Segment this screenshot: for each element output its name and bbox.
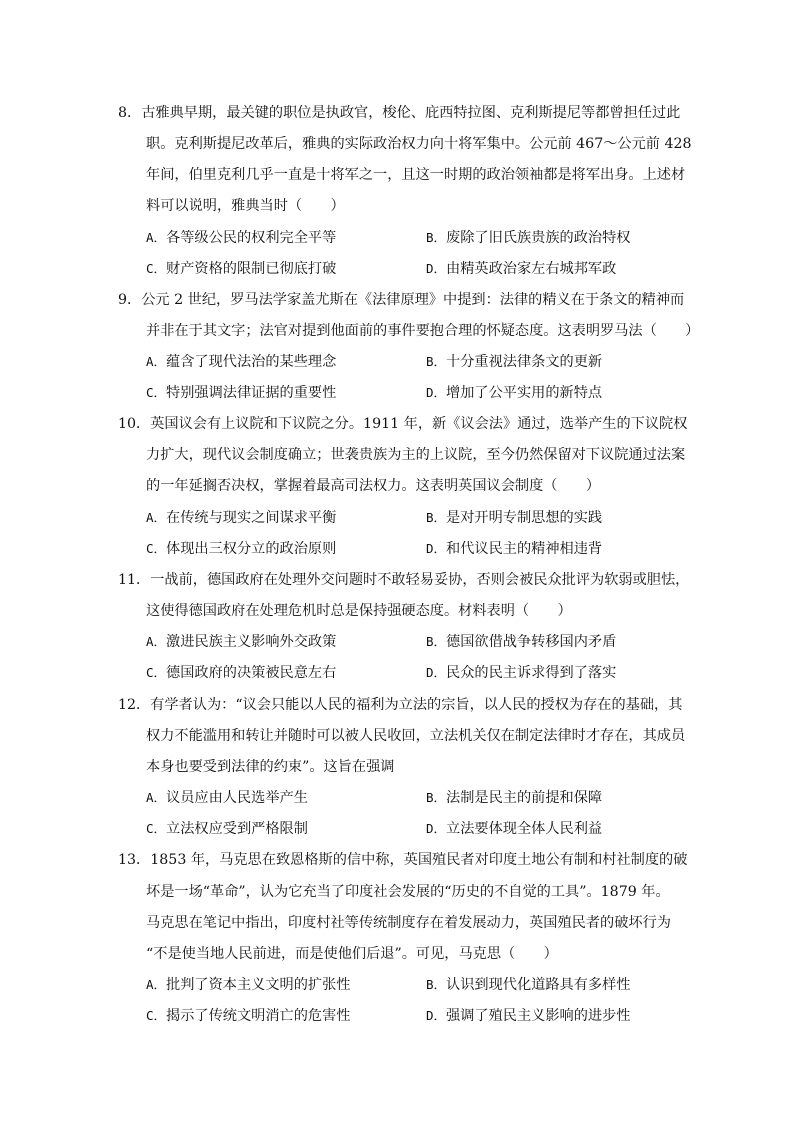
option-letter: C． [146, 385, 167, 400]
question-8-line-2: 职。克利斯提尼改革后，雅典的实际政治权力向十将军集中。公元前 467～公元前 428 [146, 136, 692, 152]
question-11-option-d[interactable] [426, 663, 616, 683]
option-text: 激进民族主义影响外交政策 [166, 634, 337, 650]
question-9-option-b[interactable] [426, 352, 602, 372]
option-text: 民众的民主诉求得到了落实 [446, 665, 617, 681]
option-text: 议员应由人民选举产生 [166, 790, 308, 806]
question-10-option-d[interactable] [426, 539, 602, 559]
option-letter: A． [146, 354, 167, 369]
question-9-option-a[interactable] [146, 352, 336, 372]
option-letter: A． [146, 977, 167, 992]
option-text: 体现出三权分立的政治原则 [166, 541, 337, 557]
option-text: 认识到现代化道路具有多样性 [446, 977, 631, 993]
question-9-line-1: 9．公元 2 世纪，罗马法学家盖尤斯在《法律原理》中提到：法律的精义在于条文的精神而 [118, 292, 685, 308]
question-10-option-a[interactable] [146, 508, 336, 528]
option-text: 在传统与现实之间谋求平衡 [166, 510, 337, 526]
question-12-line-1: 12．有学者认为：“议会只能以人民的福利为立法的宗旨，以人民的授权为存在的基础，其 [118, 697, 683, 713]
question-11-line-1: 11．一战前，德国政府在处理外交问题时不敢轻易妥协，否则会被民众批评为软弱或胆怯， [118, 572, 690, 588]
question-12-option-d[interactable] [426, 819, 602, 839]
question-11-option-a[interactable] [146, 632, 336, 652]
question-11-option-c[interactable] [146, 663, 336, 683]
question-8-option-a[interactable] [146, 228, 336, 248]
option-letter: C． [146, 821, 167, 836]
question-9-option-d[interactable] [426, 383, 602, 403]
option-letter: A． [146, 510, 167, 525]
question-10-option-b[interactable] [426, 508, 602, 528]
question-9-option-c[interactable] [146, 383, 336, 403]
option-text: 各等级公民的权利完全平等 [166, 230, 337, 246]
question-8-line-4: 料可以说明，雅典当时（ ） [146, 198, 345, 214]
question-8-line-3: 年间，伯里克利几乎一直是十将军之一，且这一时期的政治领袖都是将军出身。上述材 [146, 167, 686, 183]
option-text: 德国欲借战争转移国内矛盾 [446, 634, 617, 650]
option-text: 特别强调法律证据的重要性 [166, 385, 337, 401]
option-letter: A． [146, 634, 167, 649]
question-11-option-b[interactable] [426, 632, 616, 652]
option-text: 立法要体现全体人民利益 [446, 821, 603, 837]
question-12-line-3: 本身也要受到法律的约束”。这旨在强调 [146, 759, 395, 775]
question-13-option-a[interactable] [146, 975, 350, 995]
question-11-line-2: 这使得德国政府在处理危机时总是保持强硬态度。材料表明（ ） [146, 603, 572, 619]
question-8-option-b[interactable] [426, 228, 630, 248]
option-letter: D． [426, 821, 447, 836]
option-letter: B． [426, 790, 447, 805]
question-13-line-2: 坏是一场“革命”，认为它充当了印度社会发展的“历史的不自觉的工具”。1879 年。 [146, 884, 670, 900]
option-letter: A． [146, 230, 167, 245]
question-13-line-3: 马克思在笔记中指出，印度村社等传统制度存在着发展动力，英国殖民者的破坏行为 [146, 915, 671, 931]
question-8-option-d[interactable] [426, 259, 616, 279]
question-10-option-c[interactable] [146, 539, 336, 559]
option-letter: B． [426, 634, 447, 649]
question-10-line-3: 的一年延搁否决权，掌握着最高司法权力。这表明英国议会制度（ ） [146, 478, 601, 494]
option-text: 财产资格的限制已彻底打破 [166, 261, 337, 277]
option-text: 是对开明专制思想的实践 [446, 510, 603, 526]
question-9-line-2: 并非在于其文字；法官对提到他面前的事件要抱合理的怀疑态度。这表明罗马法（ ） [146, 323, 700, 339]
option-letter: C． [146, 1008, 167, 1023]
option-letter: D． [426, 1008, 447, 1023]
option-text: 十分重视法律条文的更新 [446, 354, 603, 370]
option-letter: C． [146, 665, 167, 680]
question-12-line-2: 权力不能滥用和转让并随时可以被人民收回，立法机关仅在制定法律时才存在，其成员 [146, 728, 686, 744]
option-letter: D． [426, 541, 447, 556]
option-letter: D． [426, 261, 447, 276]
option-letter: D． [426, 385, 447, 400]
option-text: 和代议民主的精神相违背 [446, 541, 603, 557]
option-text: 增加了公平实用的新特点 [446, 385, 603, 401]
option-text: 法制是民主的前提和保障 [446, 790, 603, 806]
question-13-line-1: 13．1853 年，马克思在致恩格斯的信中称，英国殖民者对印度土地公有制和村社制度的破 [118, 852, 688, 868]
option-text: 蕴含了现代法治的某些理念 [166, 354, 337, 370]
option-text: 由精英政治家左右城邦军政 [446, 261, 617, 277]
question-10-line-1: 10．英国议会有上议院和下议院之分。1911 年，新《议会法》通过，选举产生的下议院权 [118, 416, 688, 432]
option-text: 废除了旧氏族贵族的政治特权 [446, 230, 631, 246]
option-text: 批判了资本主义文明的扩张性 [166, 977, 351, 993]
option-letter: A． [146, 790, 167, 805]
question-8-line-1: 8．古雅典早期，最关键的职位是执政官，梭伦、庇西特拉图、克利斯提尼等都曾担任过此 [118, 105, 681, 121]
question-8-option-c[interactable] [146, 259, 336, 279]
option-text: 揭示了传统文明消亡的危害性 [166, 1008, 351, 1024]
option-letter: C． [146, 261, 167, 276]
option-letter: D． [426, 665, 447, 680]
option-letter: C． [146, 541, 167, 556]
option-letter: B． [426, 230, 447, 245]
option-text: 强调了殖民主义影响的进步性 [446, 1008, 631, 1024]
option-text: 立法权应受到严格限制 [166, 821, 308, 837]
option-text: 德国政府的决策被民意左右 [166, 665, 337, 681]
question-10-line-2: 力扩大，现代议会制度确立；世袭贵族为主的上议院，至今仍然保留对下议院通过法案 [146, 447, 686, 463]
question-13-line-4: “不是使当地人民前进，而是使他们后退”。可见，马克思（ ） [146, 946, 558, 962]
option-letter: B． [426, 977, 447, 992]
question-13-option-d[interactable] [426, 1006, 630, 1026]
question-13-option-b[interactable] [426, 975, 630, 995]
question-12-option-b[interactable] [426, 788, 602, 808]
question-13-option-c[interactable] [146, 1006, 350, 1026]
option-letter: B． [426, 354, 447, 369]
question-12-option-a[interactable] [146, 788, 308, 808]
question-12-option-c[interactable] [146, 819, 308, 839]
option-letter: B． [426, 510, 447, 525]
